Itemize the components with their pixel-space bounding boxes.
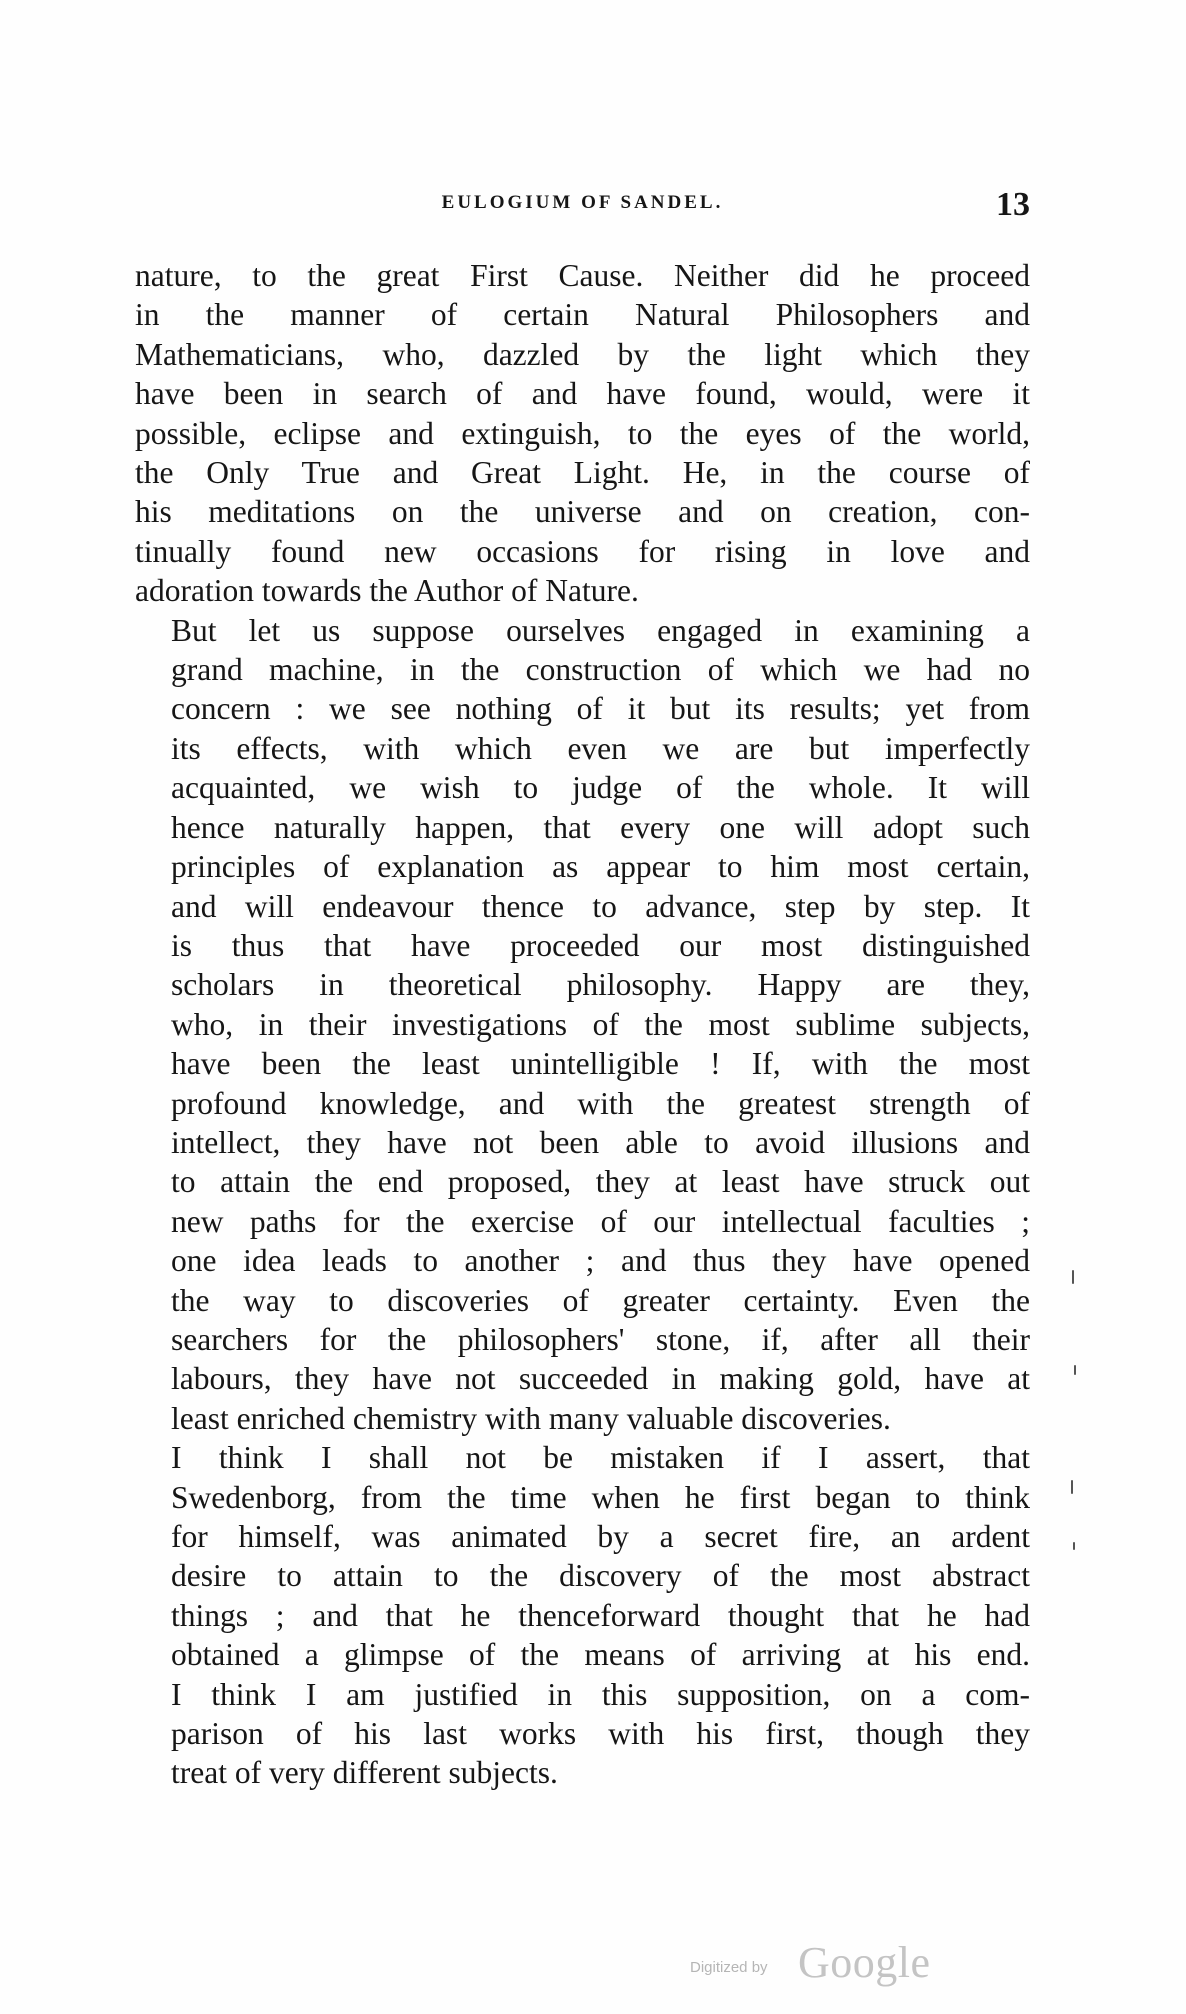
text-line: treat of very different subjects. [171, 1755, 558, 1791]
paragraph [135, 611, 1030, 1439]
text-line: have been the least unintelligible ! If, with the most [171, 1046, 1030, 1082]
text-line: things ; and that he thenceforward thought that he had [171, 1597, 1030, 1633]
text-line: acquainted, we wish to judge of the whole. It will [171, 770, 1030, 806]
running-head [135, 186, 1030, 226]
text-line: But let us suppose ourselves engaged in examining a [171, 612, 1030, 648]
text-line: and will endeavour thence to advance, step by step. It [171, 888, 1030, 924]
text-line: the Only True and Great Light. He, in the course of [135, 455, 1030, 491]
text-line: nature, to the great First Cause. Neither did he proceed [135, 258, 1030, 293]
text-line: its effects, with which even we are but imperfectly [171, 730, 1030, 766]
text-line: new paths for the exercise of our intellectual faculties ; [171, 1203, 1030, 1239]
text-line: his meditations on the universe and on creation, con- [135, 494, 1030, 530]
text-line: one idea leads to another ; and thus they have opened [171, 1243, 1030, 1279]
text-line: least enriched chemistry with many valuable discoveries. [171, 1400, 891, 1436]
text-line: possible, eclipse and extinguish, to the eyes of the world, [135, 415, 1030, 451]
margin-speck [1074, 1365, 1076, 1375]
text-line: labours, they have not succeeded in making gold, have at [171, 1361, 1030, 1397]
paragraph [135, 256, 1030, 611]
text-line: have been in search of and have found, would, were it [135, 376, 1030, 412]
text-line: Mathematicians, who, dazzled by the light which they [135, 336, 1030, 372]
text-line: hence naturally happen, that every one will adopt such [171, 809, 1030, 845]
text-line: grand machine, in the construction of which we had no [171, 652, 1030, 688]
text-line: desire to attain to the discovery of the most abstract [171, 1558, 1030, 1594]
text-line: in the manner of certain Natural Philosophers and [135, 297, 1030, 333]
text-line: concern : we see nothing of it but its results; yet from [171, 691, 1030, 727]
text-line: obtained a glimpse of the means of arriving at his end. [171, 1637, 1030, 1673]
paragraph [135, 1438, 1030, 1793]
digitized-by-label: Digitized by [690, 1959, 768, 1976]
page-number: 13 [996, 186, 1030, 223]
body-text [135, 256, 1030, 1793]
text-line: parison of his last works with his first, though they [171, 1716, 1030, 1752]
text-line: intellect, they have not been able to avoid illusions and [171, 1124, 1030, 1160]
digitization-stamp [690, 1937, 950, 1987]
text-line: tinually found new occasions for rising in love and [135, 533, 1030, 569]
text-line: adoration towards the Author of Nature. [135, 573, 639, 609]
text-line: principles of explanation as appear to him most certain, [171, 849, 1030, 885]
text-line: searchers for the philosophers' stone, if, after all their [171, 1321, 1030, 1357]
margin-speck [1071, 1480, 1073, 1494]
google-logo: Google [798, 1938, 931, 1987]
margin-speck [1072, 1270, 1074, 1284]
text-line: the way to discoveries of greater certainty. Even the [171, 1282, 1030, 1318]
text-line: I think I am justified in this supposition, on a com- [171, 1676, 1030, 1712]
margin-specks [1070, 1270, 1090, 1630]
running-title: EULOGIUM OF SANDEL. [441, 192, 724, 213]
text-line: to attain the end proposed, they at least have struck out [171, 1164, 1030, 1200]
text-line: for himself, was animated by a secret fire, an ardent [171, 1519, 1030, 1554]
margin-speck [1073, 1542, 1075, 1550]
text-line: is thus that have proceeded our most distinguished [171, 927, 1030, 963]
text-line: profound knowledge, and with the greatest strength of [171, 1085, 1030, 1121]
text-line: scholars in theoretical philosophy. Happy are they, [171, 967, 1030, 1003]
text-line: who, in their investigations of the most sublime subjects, [171, 1006, 1030, 1042]
text-line: I think I shall not be mistaken if I assert, that [171, 1440, 1030, 1476]
text-line: Swedenborg, from the time when he first began to think [171, 1479, 1030, 1515]
